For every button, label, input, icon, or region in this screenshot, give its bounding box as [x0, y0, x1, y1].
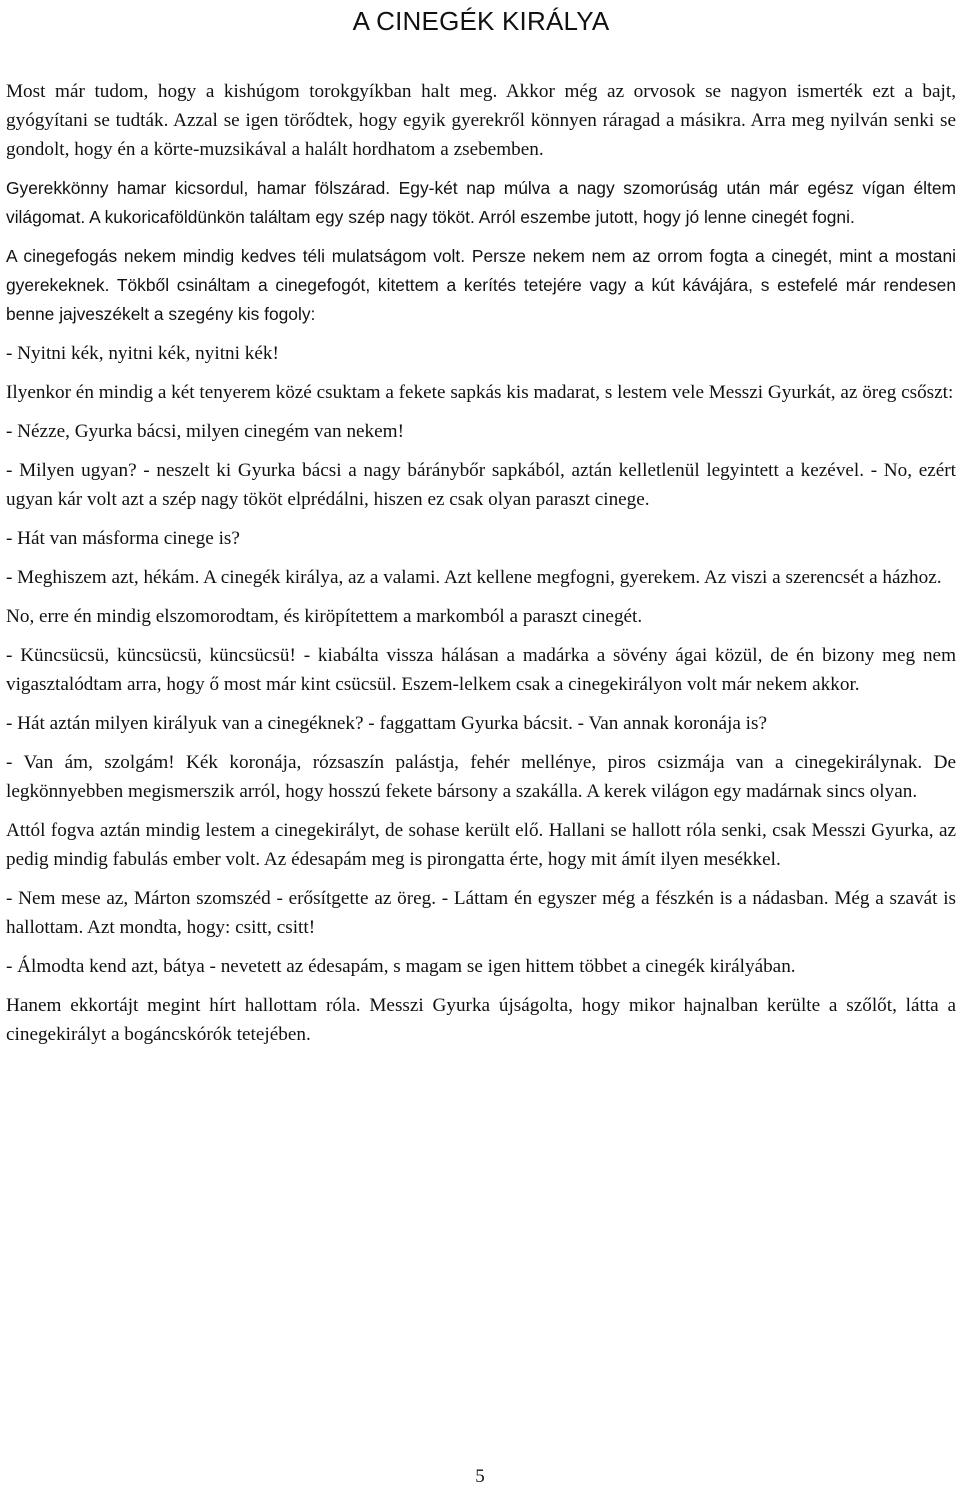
story-body	[6, 77, 956, 1049]
paragraph: A cinegefogás nekem mindig kedves téli mulatságom volt. Persze nekem nem az orrom fogta a cinegét, mint a mostani gyerekeknek. Tökből csináltam a cinegefogót, kitettem a kerítés tetejére vagy a kút kávájára, s estefelé már rendesen benne jajveszékelt a szegény kis fogoly:	[6, 246, 956, 324]
paragraph: - Meghiszem azt, hékám. A cinegék királya, az a valami. Azt kellene megfogni, gyerekem. Az viszi a szerencsét a házhoz.	[6, 567, 942, 588]
paragraph: - Nem mese az, Márton szomszéd - erősítgette az öreg. - Láttam én egyszer még a fészkén is a nádasban. Még a szavát is hallottam. Azt mondta, hogy: csitt, csitt!	[6, 888, 956, 938]
paragraph: - Van ám, szolgám! Kék koronája, rózsaszín palástja, fehér mellénye, piros csizmája van a cinegekirálynak. De legkönnyebben megismerszik arról, hogy hosszú fekete bársony a szakálla. A kerek világon egy madárnak sincs olyan.	[6, 752, 956, 802]
story-title: A CINEGÉK KIRÁLYA	[352, 6, 610, 36]
paragraph: Hanem ekkortájt megint hírt hallottam róla. Messzi Gyurka újságolta, hogy mikor hajnalban kerülte a szőlőt, látta a cinegekirályt a bogáncskórók tetejében.	[6, 995, 956, 1045]
paragraph: - Álmodta kend azt, bátya - nevetett az édesapám, s magam se igen hittem többet a cinegék királyában.	[6, 956, 796, 977]
paragraph: Gyerekkönny hamar kicsordul, hamar fölszárad. Egy-két nap múlva a nagy szomorúság után már egész vígan éltem világomat. A kukoricaföldünkön találtam egy szép nagy tököt. Arról eszembe jutott, hogy jó lenne cinegét fogni.	[6, 178, 956, 227]
paragraph: Ilyenkor én mindig a két tenyerem közé csuktam a fekete sapkás kis madarat, s lestem vele Messzi Gyurkát, az öreg csőszt:	[6, 382, 954, 403]
paragraph: - Nézze, Gyurka bácsi, milyen cinegém van nekem!	[6, 421, 404, 442]
paragraph: Most már tudom, hogy a kishúgom torokgyíkban halt meg. Akkor még az orvosok se nagyon ismerték ezt a bajt, gyógyítani se tudták. Azzal se igen törődtek, hogy egyik gyerekről könnyen ráragad a másikra. Arra meg nyilván senki se gondolt, hogy én a körte-muzsikával a halált hordhatom a zsebemben.	[6, 81, 956, 160]
paragraph: - Hát aztán milyen királyuk van a cinegéknek? - faggattam Gyurka bácsit. - Van annak koronája is?	[6, 713, 767, 734]
paragraph: - Nyitni kék, nyitni kék, nyitni kék!	[6, 343, 279, 364]
paragraph: - Hát van másforma cinege is?	[6, 528, 240, 549]
paragraph: - Milyen ugyan? - neszelt ki Gyurka bácsi a nagy báránybőr sapkából, aztán kelletlenül legyintett a kezével. - No, ezért ugyan kár volt azt a szép nagy tököt elprédálni, hiszen ez csak olyan paraszt cinege.	[6, 460, 956, 510]
page-number: 5	[475, 1466, 485, 1487]
paragraph: Attól fogva aztán mindig lestem a cinegekirályt, de sohase került elő. Hallani se hallott róla senki, csak Messzi Gyurka, az pedig mindig fabulás ember volt. Az édesapám meg is pirongatta érte, hogy mit ámít ilyen mesékkel.	[6, 820, 956, 870]
paragraph: - Küncsücsü, küncsücsü, küncsücsü! - kiabálta vissza hálásan a madárka a sövény ágai közül, de én bizony meg nem vigasztalódtam arra, hogy ő most már kint csücsül. Eszem-lelkem csak a cinegekirályon volt már nekem akkor.	[6, 645, 956, 695]
document-page	[6, 0, 956, 1059]
paragraph: No, erre én mindig elszomorodtam, és kiröpítettem a markomból a paraszt cinegét.	[6, 606, 643, 627]
